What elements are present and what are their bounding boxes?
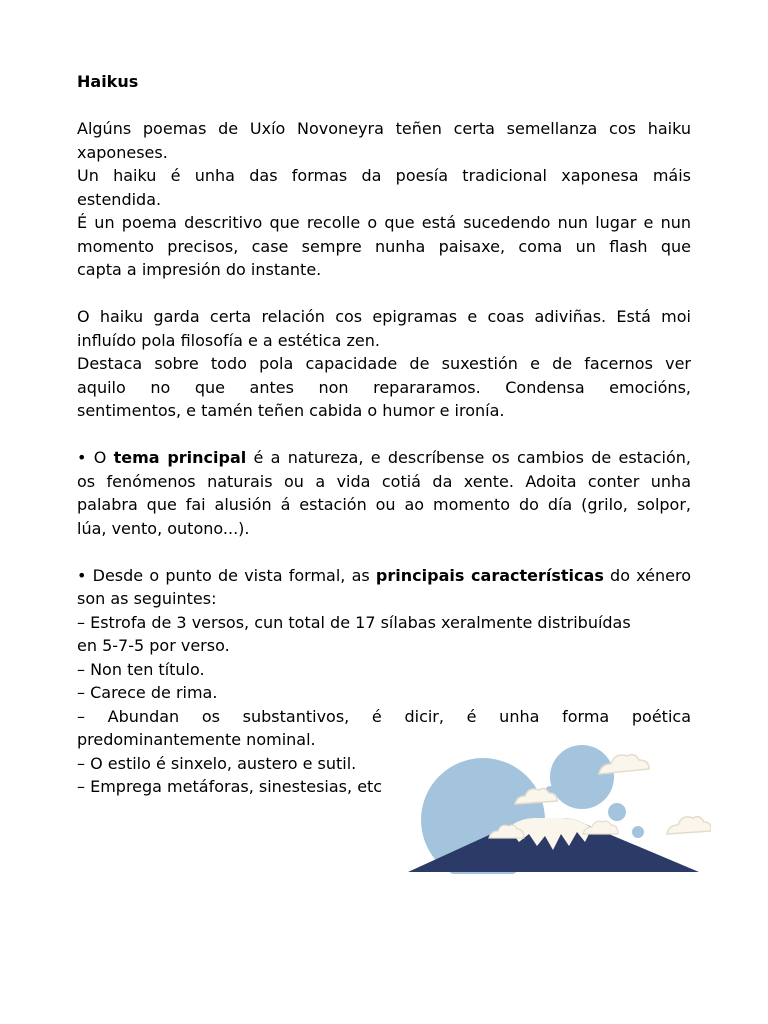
text-line: O haiku garda certa relación cos epigramas e coas adiviñas. Está moi (77, 307, 691, 326)
bold-term-main-theme: tema principal (113, 448, 247, 467)
cloud-icon (583, 821, 618, 834)
text-line (77, 446, 691, 470)
list-item: – O estilo é sinxelo, austero e sutil. (77, 753, 357, 773)
text-line: xaponeses. (77, 142, 168, 162)
circle-icon (550, 745, 614, 809)
list-item: – Estrofa de 3 versos, cun total de 17 sílabas xeralmente distribuídas (77, 612, 631, 632)
paragraph-main-theme (77, 446, 691, 540)
text-line: lúa, vento, outono...). (77, 518, 250, 538)
text-fragment: do xénero (603, 565, 692, 585)
text-line: É un poema descritivo que recolle o que está sucedendo nun lugar e nun (77, 213, 691, 232)
text-line: Un haiku é unha das formas da poesía tradicional xaponesa máis (77, 166, 691, 185)
text-line: capta a impresión do instante. (77, 260, 322, 279)
text-line: momento precisos, case sempre nunha paisaxe, coma un flash que (77, 236, 691, 256)
text-line: estendida. (77, 189, 162, 209)
list-item: – Emprega metáforas, sinestesias, etc (77, 777, 383, 796)
text-line: Algúns poemas de Uxío Novoneyra teñen certa semellanza cos haiku (77, 119, 691, 138)
text-line: en 5-7-5 por verso. (77, 636, 230, 655)
bullet-text: • Desde o punto de vista formal, as (77, 565, 376, 585)
cloud-icon (667, 817, 711, 834)
text-line: os fenómenos naturais ou a vida cotiá da xente. Adoita conter unha (77, 471, 691, 491)
text-line (77, 564, 691, 588)
paragraph-relations (77, 305, 691, 423)
text-line: palabra que fai alusión á estación ou ao momento do día (grilo, solpor, (77, 495, 691, 514)
text-line: son as seguintes: (77, 589, 217, 608)
list-item: – Non ten título. (77, 659, 205, 679)
text-line: Destaca sobre todo pola capacidade de suxestión e de facernos ver (77, 354, 691, 373)
list-item: – Abundan os substantivos, é dicir, é unha forma poética (77, 706, 691, 726)
document-title: Haikus (77, 72, 139, 91)
circle-icon (608, 803, 626, 821)
text-line: predominantemente nominal. (77, 730, 316, 749)
text-line: aquilo no que antes non repararamos. Condensa emocións, (77, 377, 691, 397)
document-body (77, 70, 691, 822)
list-item: – Carece de rima. (77, 683, 218, 702)
bullet-text: • O (77, 448, 114, 467)
text-line: influído pola filosofía e a estética zen. (77, 330, 380, 350)
paragraph-intro (77, 117, 691, 282)
bold-term-characteristics: principais características (375, 565, 604, 585)
text-line: sentimentos, e tamén teñen cabida o humor e ironía. (77, 401, 505, 420)
mountain-clouds-illustration (405, 742, 711, 874)
text-fragment: é a natureza, e descríbense os cambios de estación, (246, 448, 691, 467)
circle-icon (632, 826, 644, 838)
